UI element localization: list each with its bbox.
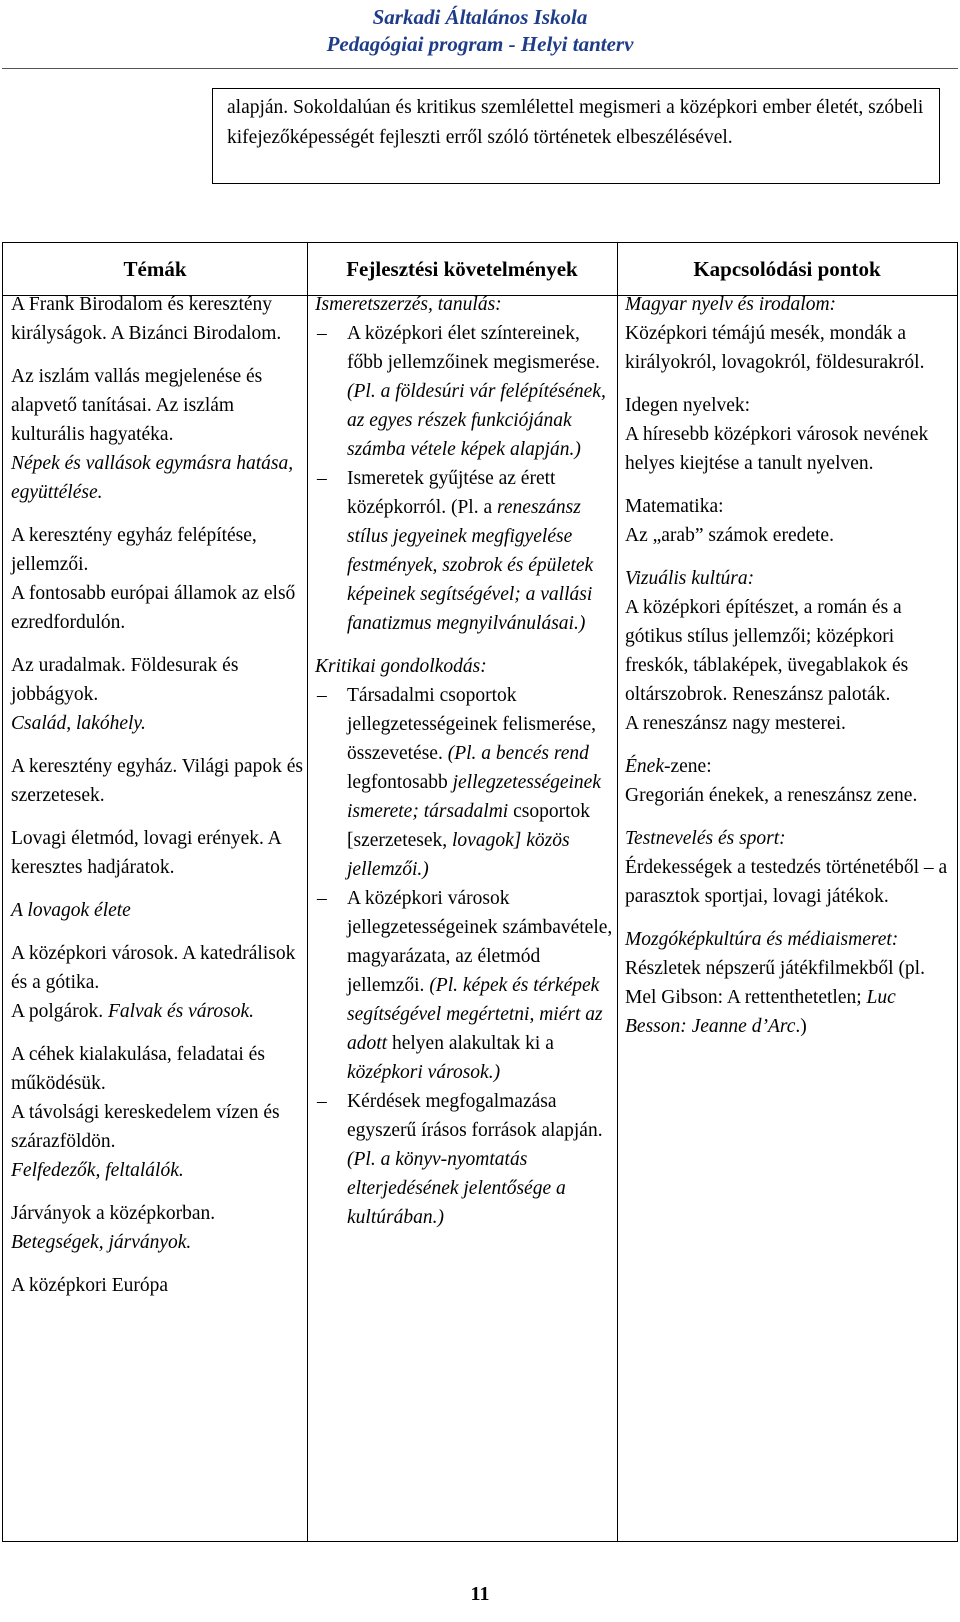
connection-title [625,752,953,781]
topic-run: Felfedezők, feltalálók. [11,1160,184,1181]
connection-title [625,564,953,593]
dash-bullet-icon: – [317,685,327,706]
topic-text [11,1040,303,1098]
connection-title-run: Mozgóképkultúra és médiaismeret: [625,929,899,950]
requirement-run: (Pl. a földesúri vár felépítésének, az egyes részek funkciójának számba vétele képek alapján.) [347,381,606,460]
intro-box [212,88,940,184]
topic-text [11,1228,303,1257]
connection-title-run: Ének [625,756,664,777]
connection-title-run: Idegen nyelvek: [625,395,751,416]
topics-column [11,290,303,1300]
topic-text [11,651,303,709]
connection-run: A középkori építészet, a román és a gótikus stílus jellemzői; középkori freskók, táblaképek, üvegablakok és oltárszobrok. Reneszánsz paloták. [625,597,909,705]
requirement-run: Kérdések megfogalmazása egyszerű írásos források alapján. [347,1091,603,1141]
curriculum-table [2,242,958,1542]
connection-text [625,593,953,709]
requirement-run: A középkori városok jellegzetességeinek számbavétele, magyarázata, az életmód jellemzői. [347,888,613,996]
connection-run: Részletek népszerű játékfilmekből (pl. Mel Gibson: A rettenthetetlen; [625,958,925,1008]
header-requirements: Fejlesztési követelmények [346,257,578,281]
dash-bullet-icon: – [317,888,327,909]
topic-run: Család, lakóhely. [11,713,146,734]
connection-run: Az „arab” számok eredete. [625,525,834,546]
connection-title-run: -zene: [663,756,712,777]
requirement-list [315,681,613,1232]
topic-text [11,1199,303,1228]
topic-text [11,290,303,348]
list-item [315,681,613,884]
connection-text [625,853,953,911]
connection-title [625,290,953,319]
requirement-run: reneszánsz stílus jegyeinek megfigyelése festmények, szobrok és épületek képeinek segítségével; a vallási fanatizmus megnyilvánulásai.) [347,497,594,634]
topic-run: A középkori városok. A katedrálisok és a gótika. [11,943,296,993]
requirement-run: (Pl. képek és térképek segítségével megértetni, miért az adott [347,975,603,1054]
connection-text [625,521,953,550]
connection-title [625,925,953,954]
requirement-run: helyen alakultak ki a [391,1033,554,1054]
topic-run: Járványok a középkorban. [11,1203,216,1224]
requirements-column [315,290,613,1232]
topic-text [11,1156,303,1185]
program-title: Pedagógiai program - Helyi tanterv [326,32,634,56]
column-divider [617,243,618,1541]
requirement-run: középkori városok.) [347,1062,501,1083]
connection-title-run: Vizuális kultúra: [625,568,755,589]
topic-run: Az uradalmak. Földesurak és jobbágyok. [11,655,239,705]
topic-run: A Frank Birodalom és keresztény királyságok. A Bizánci Birodalom. [11,294,282,344]
dash-bullet-icon: – [317,323,327,344]
list-item [315,319,613,464]
topic-text [11,939,303,997]
topic-run: Népek és vallások egymásra hatása, együttélése. [11,453,294,503]
topic-text [11,521,303,579]
connection-title-run: Testnevelés és sport: [625,828,786,849]
requirement-run: (Pl. a könyv-nyomtatás elterjedésének jelentősége a kultúrában.) [347,1149,566,1228]
topic-run: A középkori Európa [11,1275,169,1296]
connection-run: .) [795,1016,807,1037]
requirement-run: lovagok] közös jellemzői.) [347,830,570,880]
topic-run: Az iszlám vallás megjelenése és alapvető tanításai. Az iszlám kulturális hagyatéka. [11,366,263,445]
topic-text [11,1098,303,1156]
dash-bullet-icon: – [317,468,327,489]
connection-run: Középkori témájú mesék, mondák a királyokról, lovagokról, földesurakról. [625,323,925,373]
connection-title [625,824,953,853]
document-header [0,4,960,58]
requirement-run: Társadalmi csoportok jellegzetességeinek felismerése, összevetése. [347,685,597,764]
connection-text [625,781,953,810]
topic-text [11,824,303,882]
table-header-row [3,243,957,296]
list-item [315,1087,613,1232]
topic-text [11,752,303,810]
topic-run: A céhek kialakulása, feladatai és működésük. [11,1044,265,1094]
connections-column [625,290,953,1041]
topic-run: A fontosabb európai államok az első ezredfordulón. [11,583,296,633]
connection-title-run: Magyar nyelv és irodalom: [625,294,837,315]
connection-run: A reneszánsz nagy mesterei. [625,713,846,734]
connection-run: Luc Besson: Jeanne d’Arc [625,987,896,1037]
requirement-run: legfontosabb [347,772,453,793]
requirement-run: A középkori élet színtereinek, főbb jellemzőinek megismerése. [347,323,600,373]
requirement-list [315,319,613,638]
topic-run: Lovagi életmód, lovagi erények. A keresztes hadjáratok. [11,828,281,878]
intro-text: alapján. Sokoldalúan és kritikus szemlélettel megismeri a középkori ember életét, szóbeli kifejezőképességét fejleszti erről szóló történetek elbeszélésével. [227,97,924,148]
column-divider [307,243,308,1541]
requirement-section-title: Ismeretszerzés, tanulás: [315,294,502,315]
topic-text [11,997,303,1026]
school-name: Sarkadi Általános Iskola [372,5,588,29]
topic-run: Falvak és városok. [107,1001,254,1022]
requirement-run: (Pl. a bencés rend [447,743,589,764]
connection-title-run: Matematika: [625,496,724,517]
header-topics: Témák [123,257,187,281]
header-divider [2,68,958,69]
topic-text [11,896,303,925]
connection-text [625,319,953,377]
requirement-section-title: Kritikai gondolkodás: [315,656,487,677]
connection-text [625,709,953,738]
list-item [315,464,613,638]
topic-text [11,579,303,637]
connection-title [625,391,953,420]
requirement-run: csoportok [szerzetesek, [347,801,590,851]
connection-title [625,492,953,521]
dash-bullet-icon: – [317,1091,327,1112]
topic-text [11,362,303,449]
list-item [315,884,613,1087]
connection-run: Érdekességek a testedzés történetéből – a parasztok sportjai, lovagi játékok. [625,857,948,907]
connection-text [625,420,953,478]
page-number: 11 [470,1583,490,1605]
topic-text [11,449,303,507]
connection-run: Gregorián énekek, a reneszánsz zene. [625,785,918,806]
connection-run: A híresebb középkori városok nevének helyes kiejtése a tanult nyelven. [625,424,929,474]
connection-text [625,954,953,1041]
topic-run: A keresztény egyház. Világi papok és szerzetesek. [11,756,303,806]
requirement-run: Ismeretek gyűjtése az érett középkorról. (Pl. a [347,468,556,518]
requirement-run: jellegzetességeinek ismerete; társadalmi [347,772,601,822]
topic-text [11,709,303,738]
topic-text [11,1271,303,1300]
topic-run: Betegségek, járványok. [11,1232,192,1253]
header-connections: Kapcsolódási pontok [693,257,881,281]
topic-run: A távolsági kereskedelem vízen és szárazföldön. [11,1102,280,1152]
topic-run: A lovagok élete [11,900,131,921]
topic-run: A keresztény egyház felépítése, jellemzői. [11,525,257,575]
topic-run: A polgárok. [11,1001,108,1022]
